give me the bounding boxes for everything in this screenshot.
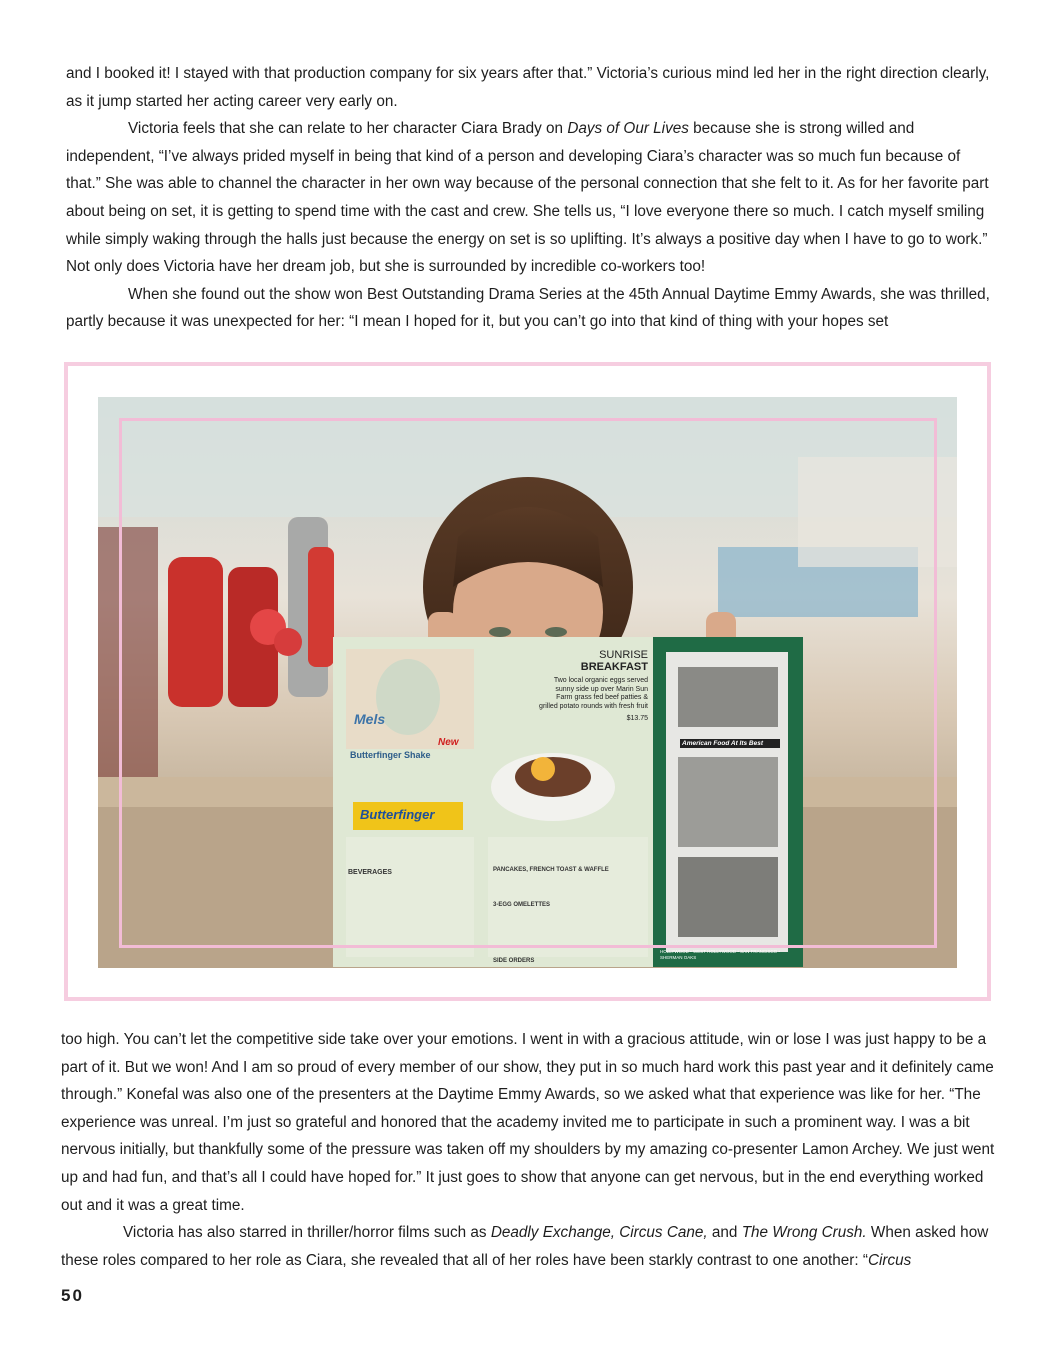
paragraph: Victoria has also starred in thriller/horror films such as Deadly Exchange, Circus Cane, and The Wrong Crush. When asked how these roles compared to her role as Ciara, she revealed that all of her roles have been starkly contrast to one another: “Circus xyxy=(61,1224,989,1269)
menu-new-badge: New xyxy=(438,737,459,748)
menu-item-name: Butterfinger Shake xyxy=(350,750,431,760)
article-text-bottom xyxy=(61,1026,997,1274)
menu-special-title: SUNRISE BREAKFAST xyxy=(580,649,648,673)
menu-brand: Mels xyxy=(354,711,386,727)
menu-candy-label: Butterfinger xyxy=(360,807,435,822)
show-title: Days of Our Lives xyxy=(567,120,689,138)
menu-section-pancakes: PANCAKES, FRENCH TOAST & WAFFLE xyxy=(493,867,609,873)
menu-caption: American Food At Its Best xyxy=(680,739,780,748)
film-title: Circus xyxy=(867,1251,912,1269)
paragraph: and I booked it! I stayed with that production company for six years after that.” Victoria’s curious mind led her in the right direction clearly, as it jump started her acting career very early on. xyxy=(66,65,990,110)
film-titles: Deadly Exchange, Circus Cane, xyxy=(490,1224,708,1242)
menu-section-sides: SIDE ORDERS xyxy=(493,958,535,964)
menu-locations: HOLLYWOOD • WEST HOLLYWOOD • SAN FRANCISCO • SHERMAN OAKS xyxy=(660,949,780,960)
page-number: 50 xyxy=(61,1286,84,1305)
paragraph: too high. You can’t let the competitive side take over your emotions. I went in with a gracious attitude, win or lose I was just happy to be a part of it. But we won! And I am so proud of every member of our show, they put in so much hard work this past year and it definitely came through.” Konefal was also one of the presenters at the Daytime Emmy Awards, so we asked what that experience was like for her. “The experience was unreal. I’m just so grateful and honored that the academy invited me to participate in such a prominent way. I was a bit nervous initially, but thankfully some of the pressure was taken off my shoulders by my amazing co-presenter Lamon Archey. We just went up and had fun, and that’s all I could have hoped for.” It just goes to show that anyone can get nervous, but in the end everything worked out and it was a great time. xyxy=(61,1031,995,1214)
menu-special-description: Two local organic eggs served sunny side up over Marin Sun Farm grass fed beef patties & grilled potato rounds with fresh fruit xyxy=(539,677,648,710)
menu-section-beverages: BEVERAGES xyxy=(348,869,392,876)
menu-special-price: $13.75 xyxy=(626,715,648,722)
paragraph: Victoria feels that she can relate to her character Ciara Brady on Days of Our Lives because she is strong willed and independent, “I’ve always prided myself in being that kind of a person and developing Ciara’s character was so much fun because of that.” She was able to channel the character in her own way because of the personal connection that she felt to it. As for her favorite part about being on set, it is getting to spend time with the cast and crew. She tells us, “I love everyone there so much. I catch myself smiling while simply waking through the halls just because the energy on set is so uplifting. It’s always a positive day when I have to go to work.” Not only does Victoria have her dream job, but she is surrounded by incredible co-workers too! xyxy=(66,120,989,276)
film-title: The Wrong Crush. xyxy=(741,1224,867,1242)
paragraph: When she found out the show won Best Outstanding Drama Series at the 45th Annual Daytime Emmy Awards, she was thrilled, partly because it was unexpected for her: “I mean I hoped for it, but you can’t go into that kind of thing with your hopes set xyxy=(66,285,990,331)
menu-section-omelettes: 3-EGG OMELETTES xyxy=(493,902,551,908)
photo-frame-inner xyxy=(119,418,937,948)
article-text-top xyxy=(66,60,996,336)
